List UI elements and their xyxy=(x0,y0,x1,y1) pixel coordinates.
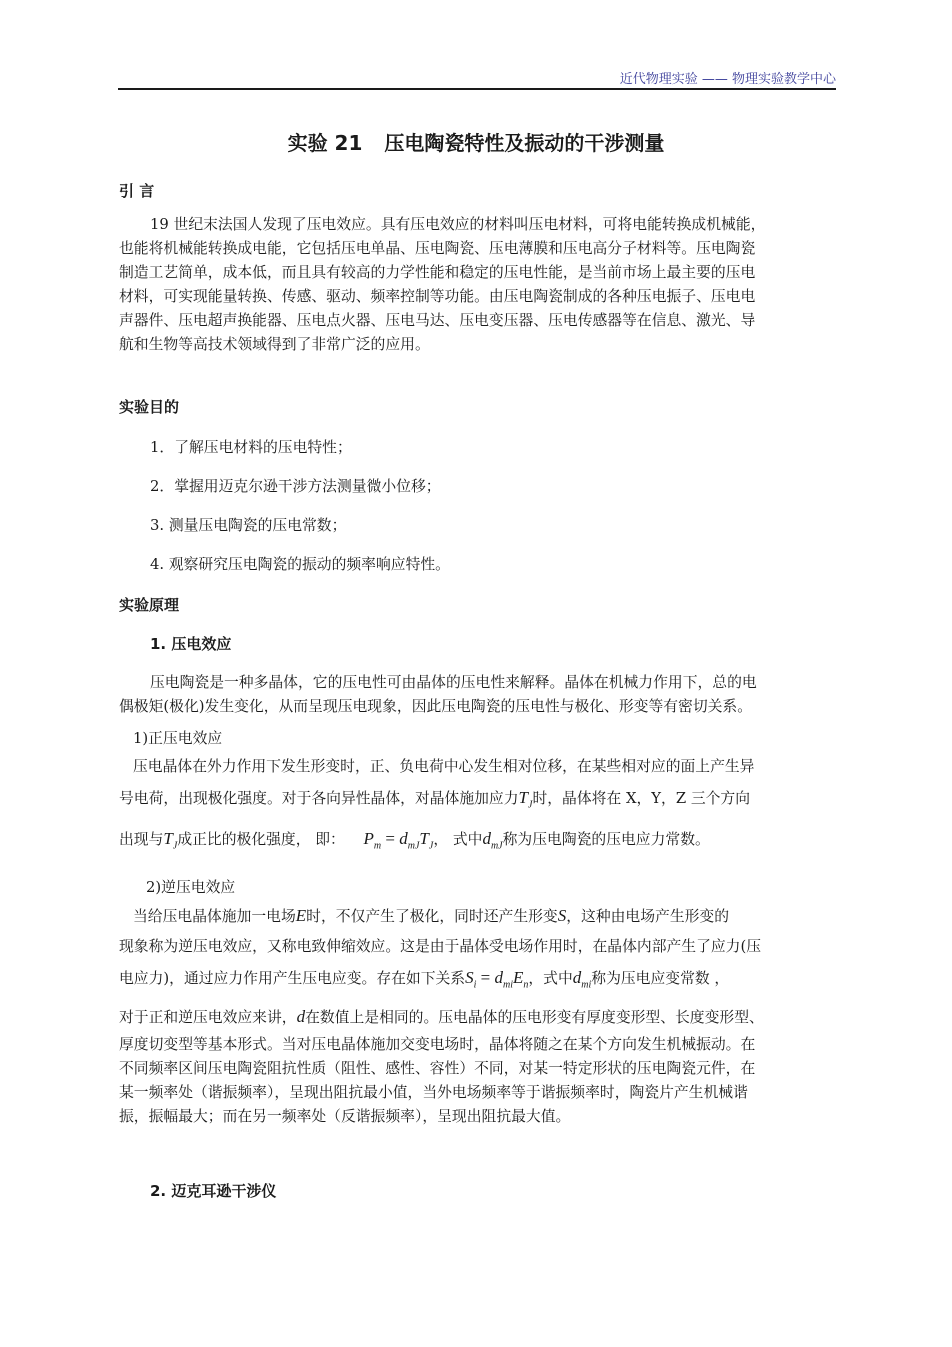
intro-line: 19 世纪末法国人发现了压电效应。具有压电效应的材料叫压电材料，可将电能转换成机械能， xyxy=(150,216,766,233)
intro-heading: 引 言 xyxy=(119,182,155,200)
symbol-sub: mi xyxy=(581,979,592,991)
inverse-line: 厚度切变型等基本形式。当对压电晶体施加交变电场时，晶体将随之在某个方向发生机械振动。在 xyxy=(119,1036,756,1053)
inverse-effect-line xyxy=(133,905,729,926)
symbol-sub: mJ xyxy=(407,840,420,852)
math-d-mJ xyxy=(482,829,503,852)
symbol: T xyxy=(419,829,429,848)
inverse-line: 某一频率处（谐振频率），呈现出阻抗最小值，当外电场频率等于谐振频率时，陶瓷片产生机械谐 xyxy=(119,1084,748,1101)
intro-line: 航和生物等高技术领域得到了非常广泛的应用。 xyxy=(119,336,430,353)
symbol: E xyxy=(512,968,524,987)
math-T-J xyxy=(163,829,178,852)
intro-paragraph xyxy=(119,213,837,357)
equation-si xyxy=(465,968,529,991)
text-span: 时，不仅产生了极化，同时还产生形变 xyxy=(306,908,558,925)
text-span: ，这种由电场产生形变的 xyxy=(566,908,730,925)
section-heading-michelson: 2. 迈克耳逊干涉仪 xyxy=(150,1182,277,1200)
purpose-item: 3. 测量压电陶瓷的压电常数； xyxy=(150,517,347,534)
symbol: = xyxy=(476,968,495,987)
symbol: d xyxy=(494,968,503,987)
symbol: S xyxy=(465,968,474,987)
symbol-sub: J xyxy=(528,799,533,811)
symbol: = xyxy=(381,829,400,848)
symbol-sub: m xyxy=(373,840,382,852)
intro-line: 材料，可实现能量转换、传感、驱动、频率控制等功能。由压电陶瓷制成的各种压电振子、压电电 xyxy=(119,288,756,305)
math-E: E xyxy=(295,906,307,925)
text-span: 对于正和逆压电效应来讲， xyxy=(119,1009,297,1026)
symbol-sub: mi xyxy=(502,979,513,991)
symbol: T xyxy=(163,829,173,848)
inverse-effect-line xyxy=(119,967,729,990)
symbol: P xyxy=(363,829,374,848)
principle-heading: 实验原理 xyxy=(119,596,180,614)
direct-effect-title: 1)正压电效应 xyxy=(133,730,223,747)
direct-effect-line xyxy=(119,787,750,810)
symbol-sub: J xyxy=(172,840,178,852)
symbol: T xyxy=(518,788,528,807)
text-span: 当给压电晶体施加一电场 xyxy=(133,908,296,925)
math-d: d xyxy=(296,1007,306,1026)
text-span: 成正比的极化强度， 即： xyxy=(177,831,345,848)
experiment-title: 压电陶瓷特性及振动的干涉测量 xyxy=(384,131,665,155)
math-S: S xyxy=(557,906,567,925)
experiment-number: 实验 21 xyxy=(287,131,363,155)
inverse-effect-line: 现象称为逆压电效应，又称电致伸缩效应。这是由于晶体受电场作用时，在晶体内部产生了应力(压 xyxy=(119,938,762,955)
purpose-item: 4. 观察研究压电陶瓷的振动的频率响应特性。 xyxy=(150,556,450,573)
inverse-line: 振，振幅最大；而在另一频率处（反谐振频率），呈现出阻抗最大值。 xyxy=(119,1108,571,1125)
intro-line: 制造工艺简单，成本低，而且具有较高的力学性能和稳定的压电性能，是当前市场上最主要的压电 xyxy=(119,264,756,281)
symbol-sub: mJ xyxy=(490,840,503,852)
math-d-mi xyxy=(572,968,592,991)
text-span: ，式中 xyxy=(528,970,573,987)
piezo-line: 偶极矩(极化)发生变化，从而呈现压电现象，因此压电陶瓷的压电性与极化、形变等有密切关系。 xyxy=(119,698,753,715)
text-span: 号电荷，出现极化强度。对于各向异性晶体，对晶体施加应力 xyxy=(119,790,519,807)
purpose-item: 2．掌握用迈克尔逊干涉方法测量微小位移； xyxy=(150,478,441,495)
inverse-line: 不同频率区间压电陶瓷阻抗性质（阻性、感性、容性）不同，对某一特定形状的压电陶瓷元件，在 xyxy=(119,1060,756,1077)
page-title xyxy=(0,127,952,156)
page-header xyxy=(118,66,836,90)
symbol: d xyxy=(482,829,491,848)
intro-line: 声器件、压电超声换能器、压电点火器、压电马达、压电变压器、压电传感器等在信息、激光、导 xyxy=(119,312,756,329)
inverse-paragraph xyxy=(119,1033,837,1129)
text-span: 称为压电应变常数 ， xyxy=(591,970,730,987)
text-span: 在数值上是相同的。压电晶体的压电形变有厚度变形型、长度变形型、 xyxy=(305,1009,764,1026)
math-T-J xyxy=(518,788,533,811)
inverse-effect-title: 2)逆压电效应 xyxy=(146,879,236,896)
direct-effect-line: 压电晶体在外力作用下发生形变时，正、负电荷中心发生相对位移，在某些相对应的面上产生异 xyxy=(133,758,755,775)
text-span: 称为压电陶瓷的压电应力常数。 xyxy=(502,831,710,848)
equation-pm xyxy=(363,829,434,852)
text-span: 时，晶体将在 X，Y，Z 三个方向 xyxy=(532,790,751,807)
symbol-sub: J xyxy=(428,840,434,852)
text-span: 出现与 xyxy=(119,831,164,848)
section-heading-piezo-effect: 1. 压电效应 xyxy=(150,635,232,653)
intro-line: 也能将机械能转换成电能，它包括压电单晶、压电陶瓷、压电薄膜和压电高分子材料等。压电陶瓷 xyxy=(119,240,756,257)
symbol: d xyxy=(399,829,408,848)
text-span: ， 式中 xyxy=(433,831,483,848)
piezo-paragraph xyxy=(119,671,837,719)
purpose-heading: 实验目的 xyxy=(119,398,180,416)
text-span: 电应力)，通过应力作用产生压电应变。存在如下关系 xyxy=(119,970,466,987)
symbol: d xyxy=(572,968,582,987)
piezo-line: 压电陶瓷是一种多晶体，它的压电性可由晶体的压电性来解释。晶体在机械力作用下，总的电 xyxy=(150,674,757,691)
inverse-effect-line xyxy=(119,1006,764,1027)
symbol-sub: i xyxy=(473,979,477,991)
header-text: 近代物理实验 —— 物理实验教学中心 xyxy=(619,72,836,87)
direct-effect-line xyxy=(119,828,710,851)
purpose-item: 1．了解压电材料的压电特性； xyxy=(150,439,352,456)
symbol-sub: n xyxy=(523,979,529,991)
